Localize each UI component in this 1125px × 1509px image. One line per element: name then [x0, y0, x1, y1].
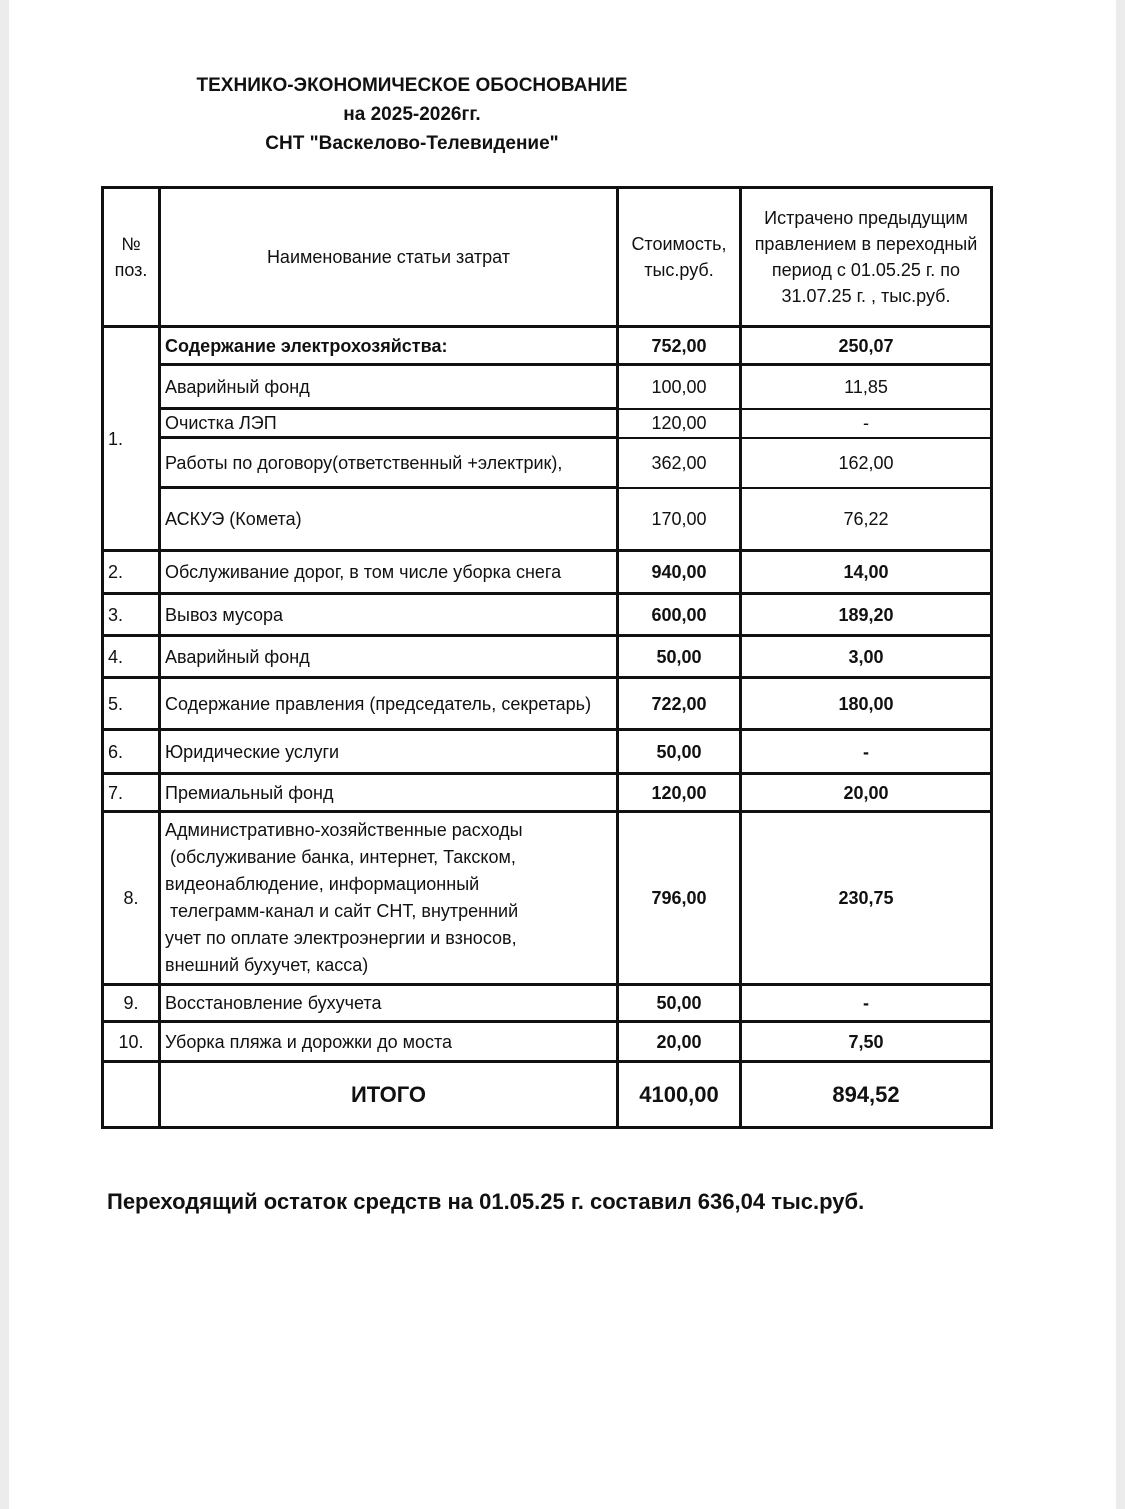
row-name: Работы по договору(ответственный +электрик), — [160, 438, 618, 488]
row-cost: 100,00 — [618, 365, 741, 409]
header-num: № поз. — [103, 188, 160, 327]
row-num: 9. — [103, 985, 160, 1022]
table-row — [103, 365, 992, 409]
row-spent: 189,20 — [741, 594, 992, 636]
title-line-2: на 2025-2026гг. — [343, 104, 481, 125]
row-num: 5. — [103, 678, 160, 730]
total-label: ИТОГО — [160, 1062, 618, 1128]
row-name: Аварийный фонд — [160, 365, 618, 409]
total-cost: 4100,00 — [618, 1062, 741, 1128]
row-cost: 170,00 — [618, 488, 741, 551]
row-spent: 14,00 — [741, 551, 992, 594]
row-spent: 3,00 — [741, 636, 992, 678]
row-cost: 20,00 — [618, 1022, 741, 1062]
row-name: Содержание электрохозяйства: — [160, 327, 618, 365]
table-row — [103, 488, 992, 551]
row-cost: 940,00 — [618, 551, 741, 594]
table-row — [103, 438, 992, 488]
row-cost: 50,00 — [618, 730, 741, 774]
row-spent: 162,00 — [741, 438, 992, 488]
header-name: Наименование статьи затрат — [160, 188, 618, 327]
table-row — [103, 985, 992, 1022]
total-row — [103, 1062, 992, 1128]
title-line-3: СНТ "Васкелово-Телевидение" — [265, 133, 559, 154]
row-spent: - — [741, 730, 992, 774]
table-row — [103, 409, 992, 438]
row-name: Премиальный фонд — [160, 774, 618, 812]
row-name: АСКУЭ (Комета) — [160, 488, 618, 551]
cost-table — [101, 186, 993, 1129]
title-line-1: ТЕХНИКО-ЭКОНОМИЧЕСКОЕ ОБОСНОВАНИЕ — [196, 75, 628, 96]
header-cost: Стоимость, тыс.руб. — [618, 188, 741, 327]
row-cost: 120,00 — [618, 774, 741, 812]
row-num: 4. — [103, 636, 160, 678]
row-name: Восстановление бухучета — [160, 985, 618, 1022]
row-num: 10. — [103, 1022, 160, 1062]
row-spent: 7,50 — [741, 1022, 992, 1062]
document-title — [9, 71, 815, 158]
table-row — [103, 551, 992, 594]
row-num: 8. — [103, 812, 160, 985]
row-num: 7. — [103, 774, 160, 812]
row-num: 1. — [103, 327, 160, 551]
row-spent: - — [741, 985, 992, 1022]
table-row — [103, 678, 992, 730]
total-spent: 894,52 — [741, 1062, 992, 1128]
row-name: Обслуживание дорог, в том числе уборка снега — [160, 551, 618, 594]
carryover-note: Переходящий остаток средств на 01.05.25 г. составил 636,04 тыс.руб. — [107, 1189, 865, 1214]
row-cost: 50,00 — [618, 636, 741, 678]
row-num: 2. — [103, 551, 160, 594]
row-name: Уборка пляжа и дорожки до моста — [160, 1022, 618, 1062]
row-spent: 11,85 — [741, 365, 992, 409]
table-row — [103, 636, 992, 678]
row-cost: 120,00 — [618, 409, 741, 438]
row-cost: 722,00 — [618, 678, 741, 730]
row-cost: 50,00 — [618, 985, 741, 1022]
table-row — [103, 1022, 992, 1062]
table-header-row — [103, 188, 992, 327]
table-row — [103, 812, 992, 985]
row-spent: 230,75 — [741, 812, 992, 985]
row-spent: 180,00 — [741, 678, 992, 730]
row-cost: 796,00 — [618, 812, 741, 985]
row-spent: 20,00 — [741, 774, 992, 812]
row-cost: 752,00 — [618, 327, 741, 365]
row-name: Содержание правления (председатель, секретарь) — [160, 678, 618, 730]
row-name: Аварийный фонд — [160, 636, 618, 678]
row-name: Вывоз мусора — [160, 594, 618, 636]
row-spent: - — [741, 409, 992, 438]
row-num: 6. — [103, 730, 160, 774]
row-num: 3. — [103, 594, 160, 636]
row-cost: 362,00 — [618, 438, 741, 488]
row-name: Очистка ЛЭП — [160, 409, 618, 438]
row-spent: 76,22 — [741, 488, 992, 551]
row-spent: 250,07 — [741, 327, 992, 365]
row-name: Юридические услуги — [160, 730, 618, 774]
total-num — [103, 1062, 160, 1128]
row-cost: 600,00 — [618, 594, 741, 636]
table-row — [103, 327, 992, 365]
row-name: Административно-хозяйственные расходы (обслуживание банка, интернет, Такском, видеонаблюдение, информационный телеграмм-канал и сайт СНТ, внутренний учет по оплате электроэнергии и взносов, внешний бухучет, касса) — [160, 812, 618, 985]
table-row — [103, 594, 992, 636]
document-page — [9, 0, 1116, 1509]
table-row — [103, 774, 992, 812]
header-spent: Истрачено предыдущим правлением в переходный период с 01.05.25 г. по 31.07.25 г. , тыс.руб. — [741, 188, 992, 327]
table-row — [103, 730, 992, 774]
